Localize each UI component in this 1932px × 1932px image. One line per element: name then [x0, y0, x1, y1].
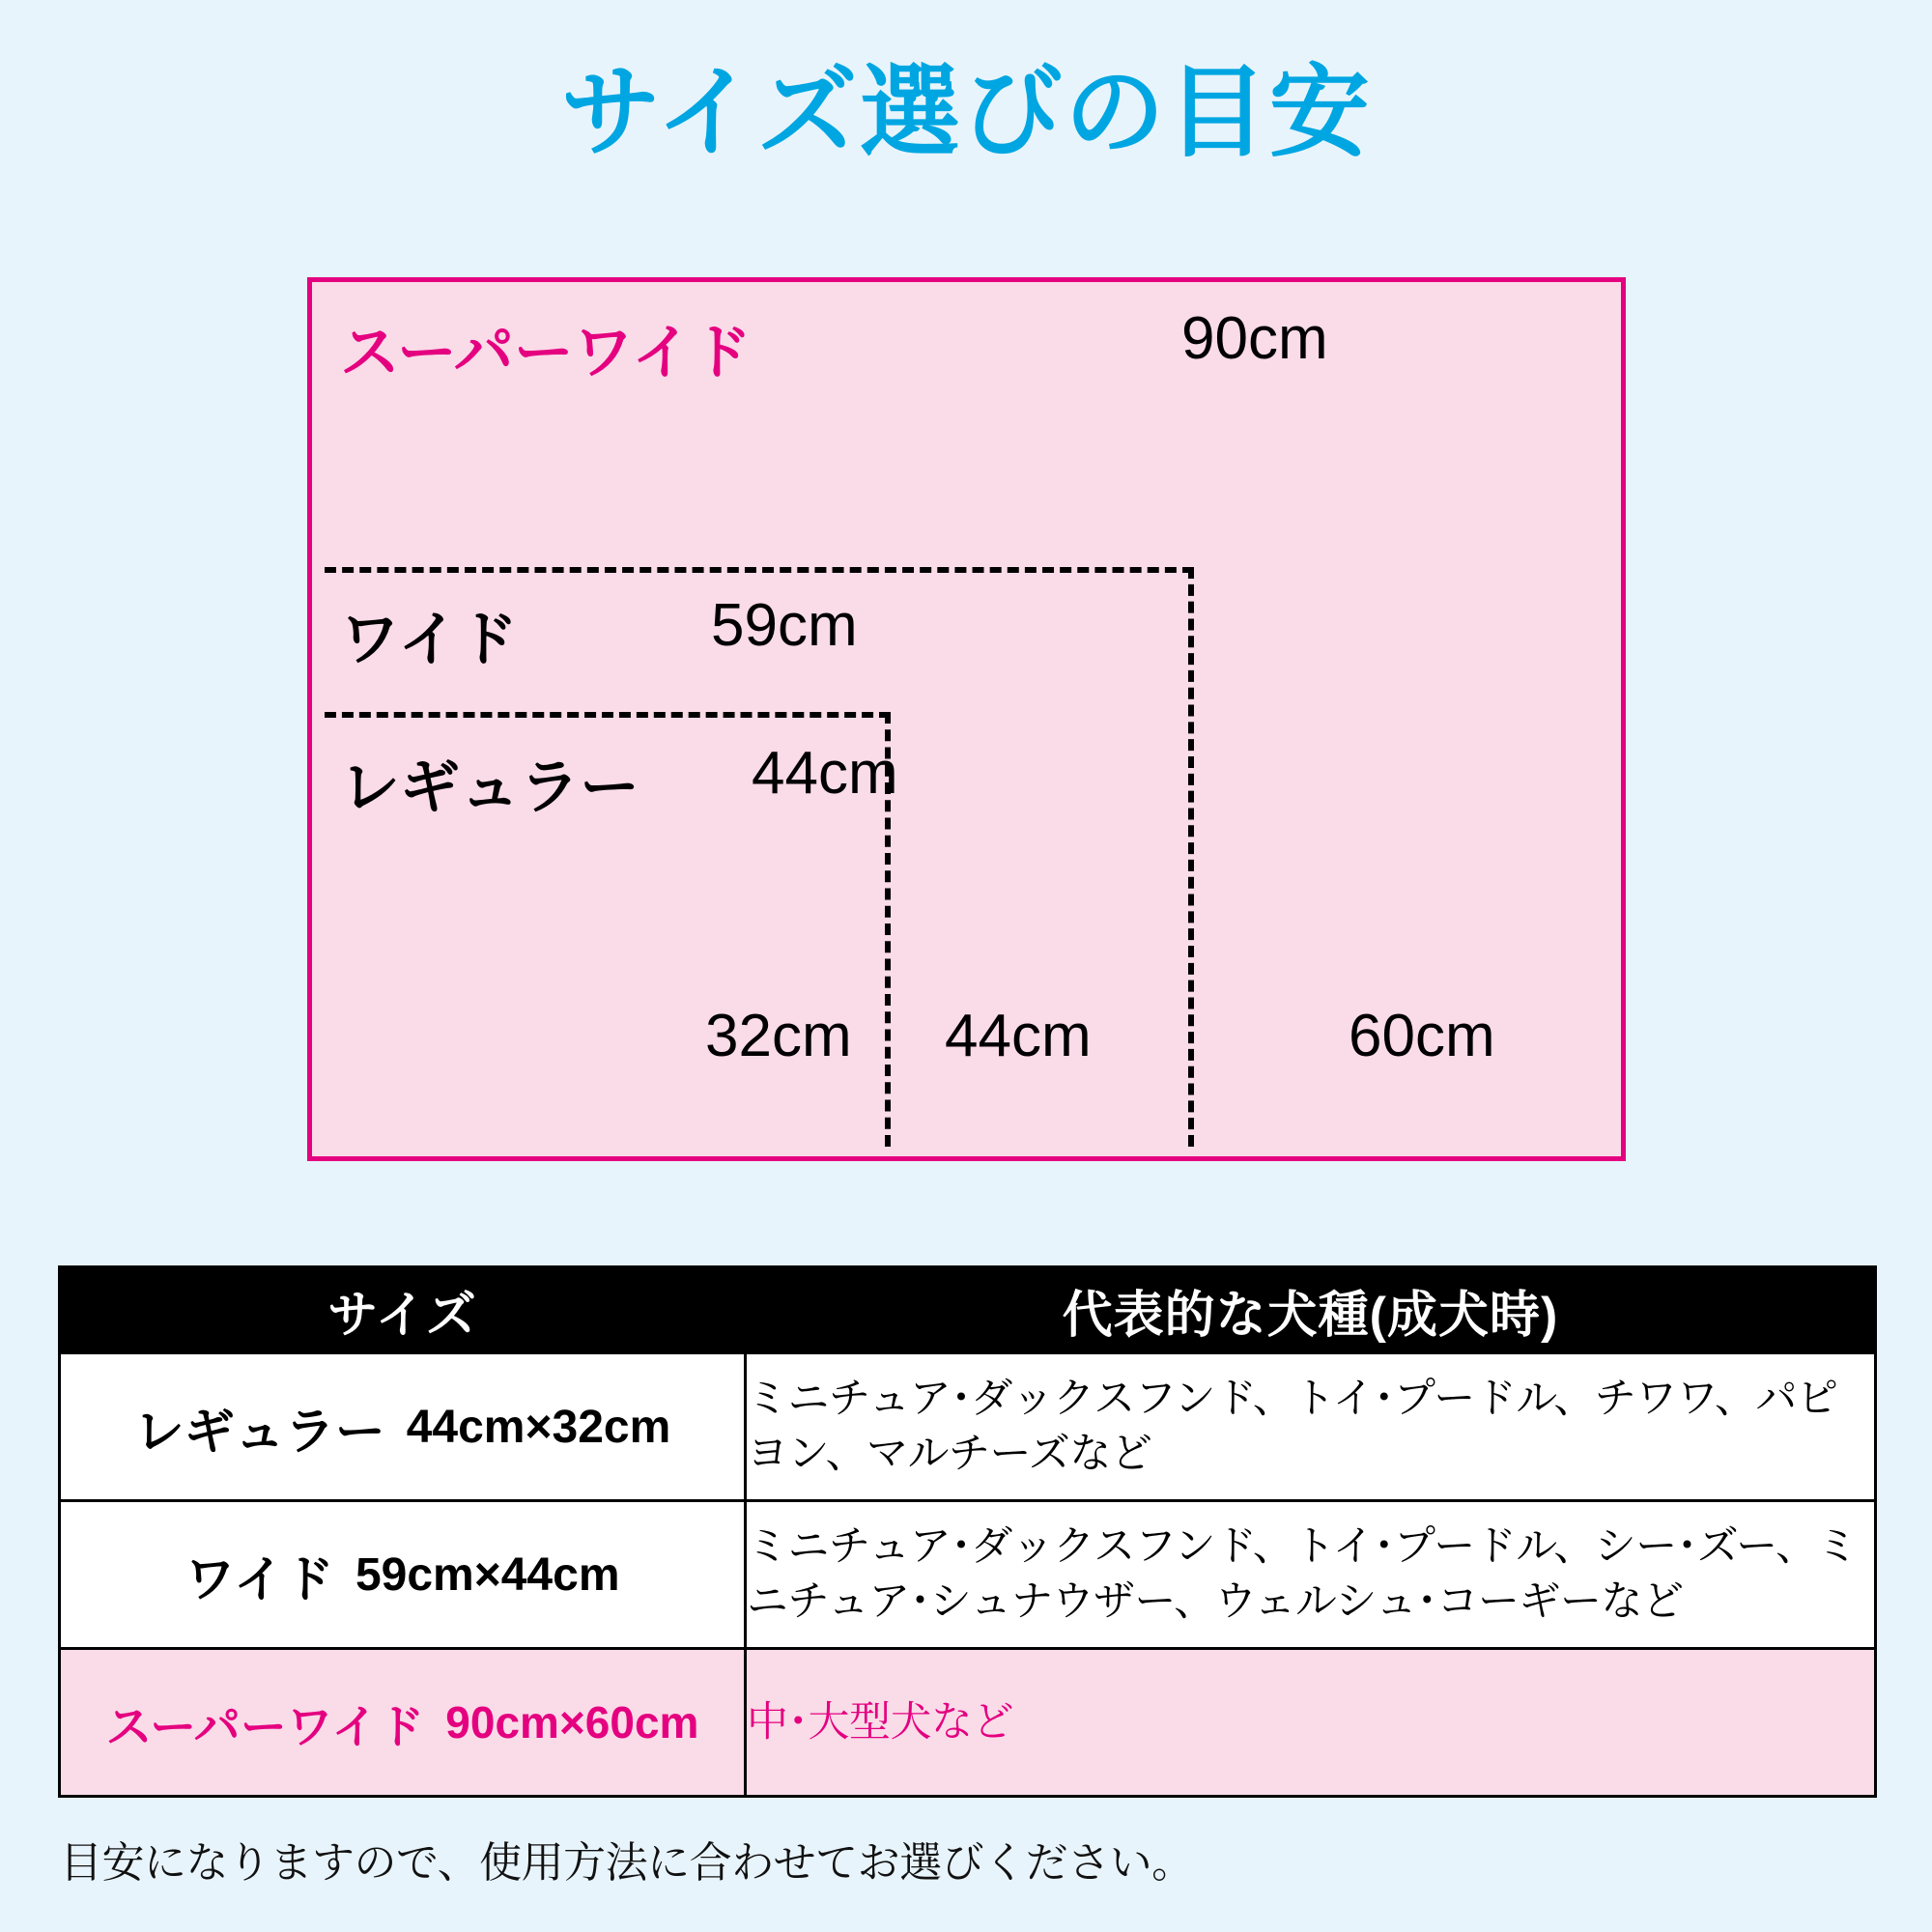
size-cell	[60, 1649, 746, 1797]
header-size: サイズ	[60, 1267, 746, 1353]
breed-cell: 中･大型犬など	[746, 1649, 1876, 1797]
regular-height-label: 32cm	[705, 1003, 852, 1069]
footnote: 目安になりますので、使用方法に合わせてお選びください。	[60, 1839, 1194, 1887]
regular-width-label: 44cm	[752, 740, 898, 807]
page-title: サイズ選びの目安	[560, 57, 1372, 169]
breed-cell: ミニチュア･ダックスフンド、トイ･プードル、チワワ、パピヨン、マルチーズなど	[746, 1353, 1876, 1501]
super-wide-width-label: 90cm	[1181, 305, 1328, 372]
size-breed-table	[58, 1265, 1877, 1798]
size-name: レギュラー	[133, 1404, 385, 1461]
wide-width-label: 59cm	[711, 592, 858, 659]
breed-cell: ミニチュア･ダックスフンド、トイ･プードル、シー･ズー、ミニチュア･シュナウザー、ウェルシュ･コーギーなど	[746, 1501, 1876, 1649]
size-dimension: 90cm×60cm	[445, 1697, 699, 1747]
size-dimension: 44cm×32cm	[406, 1401, 671, 1453]
size-dimension: 59cm×44cm	[355, 1548, 620, 1601]
table-header-row	[60, 1267, 1876, 1353]
table-row	[60, 1649, 1876, 1797]
wide-label: ワイド	[340, 607, 519, 673]
size-name: スーパーワイド	[105, 1701, 425, 1753]
size-cell	[60, 1353, 746, 1501]
size-cell	[60, 1501, 746, 1649]
header-breeds: 代表的な犬種(成犬時)	[746, 1267, 1876, 1353]
wide-height-label: 44cm	[945, 1003, 1092, 1069]
table-row	[60, 1501, 1876, 1649]
size-comparison-diagram	[307, 277, 1626, 1161]
super-wide-height-label: 60cm	[1349, 1003, 1495, 1069]
size-name: ワイド	[185, 1551, 334, 1608]
super-wide-label: スーパーワイド	[340, 320, 752, 386]
regular-label: レギュラー	[340, 754, 640, 821]
table-row	[60, 1353, 1876, 1501]
